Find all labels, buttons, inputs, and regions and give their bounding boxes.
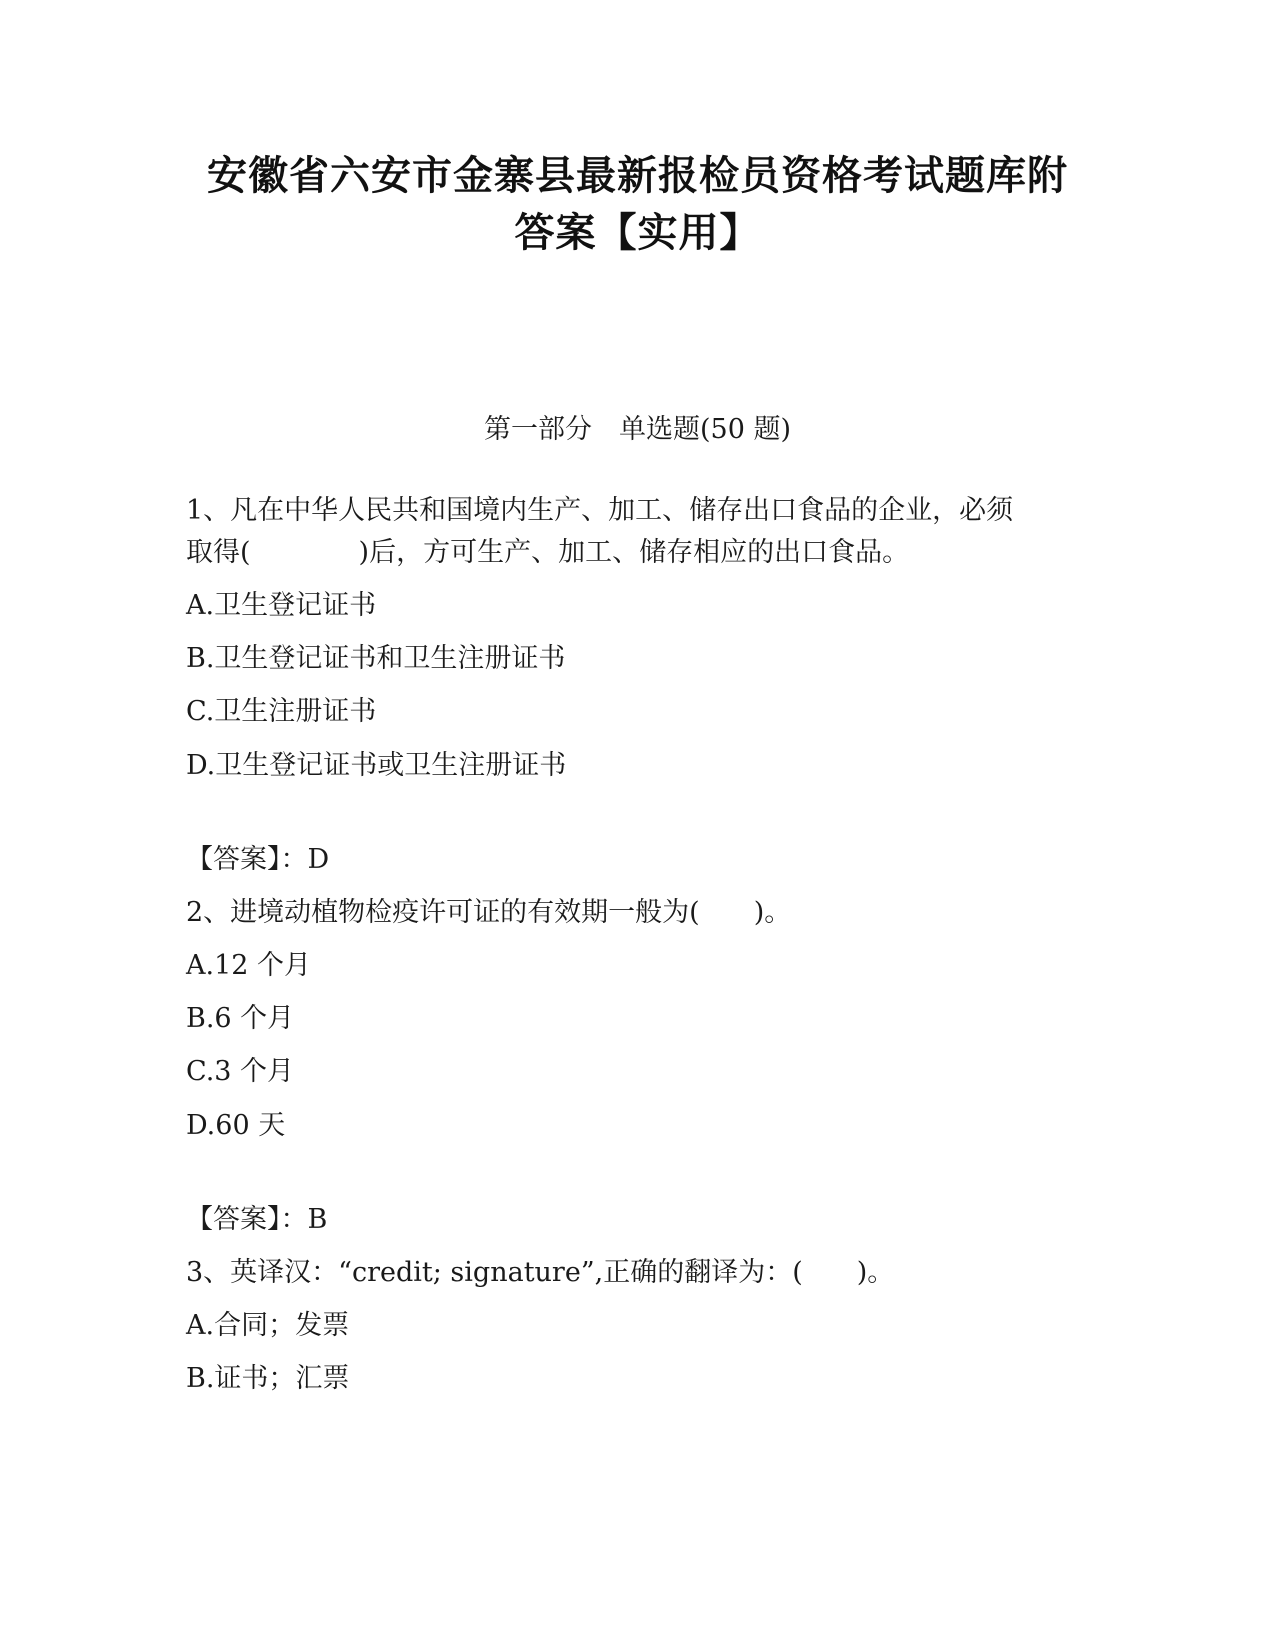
question-2-option-c: C.3 个月 xyxy=(186,1056,295,1087)
question-1-answer: 【答案】：D xyxy=(186,844,330,875)
question-3-stem: 3、英译汉：“credit; signature”,正确的翻译为：( )。 xyxy=(186,1257,895,1288)
question-1-option-b: B.卫生登记证书和卫生注册证书 xyxy=(186,643,566,674)
question-1-option-c: C.卫生注册证书 xyxy=(186,696,377,727)
question-2-answer: 【答案】：B xyxy=(186,1204,328,1235)
title-line-2: 答案【实用】 xyxy=(514,210,761,256)
question-2-option-a: A.12 个月 xyxy=(186,950,312,981)
question-2-option-b: B.6 个月 xyxy=(186,1003,295,1034)
document-title xyxy=(120,148,1155,262)
question-1-option-a: A.卫生登记证书 xyxy=(186,590,377,621)
question-1-stem-line-1: 1、凡在中华人民共和国境内生产、加工、储存出口食品的企业，必须 xyxy=(186,495,1014,526)
title-line-1: 安徽省六安市金寨县最新报检员资格考试题库附 xyxy=(207,153,1068,199)
question-3-option-b: B.证书；汇票 xyxy=(186,1363,350,1394)
question-1-stem-line-2: 取得( )后，方可生产、加工、储存相应的出口食品。 xyxy=(186,537,910,568)
section-heading: 第一部分 单选题(50 题) xyxy=(483,414,791,445)
question-1-option-d: D.卫生登记证书或卫生注册证书 xyxy=(186,750,567,781)
question-2-stem: 2、进境动植物检疫许可证的有效期一般为( )。 xyxy=(186,897,792,928)
question-3-option-a: A.合同；发票 xyxy=(186,1310,350,1341)
question-2-option-d: D.60 天 xyxy=(186,1110,286,1141)
